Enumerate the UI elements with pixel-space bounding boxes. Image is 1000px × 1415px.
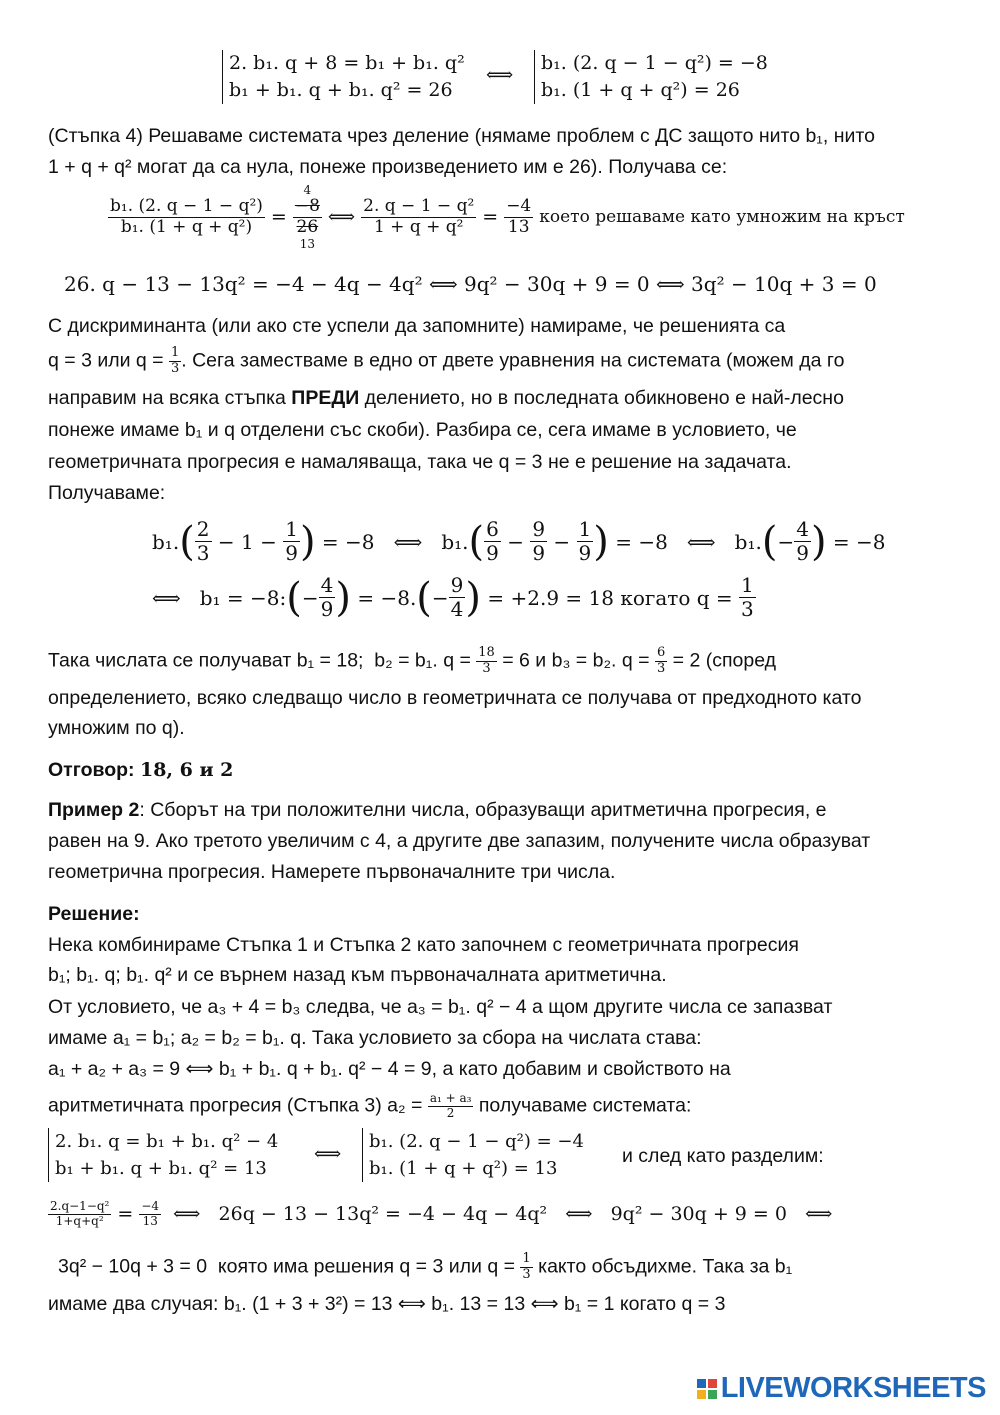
numerator: 2.q−1−q² (50, 1199, 110, 1213)
paragraph-line (48, 1092, 691, 1121)
numerator: −8 (294, 196, 320, 216)
system-1-left (222, 50, 465, 104)
paragraph-line (58, 1252, 792, 1283)
text: направим на всяка стъпка (48, 387, 292, 409)
text: ⟺ 26q − 13 − 13q² = −4 − 4q − 4q² ⟺ 9q² − 30q + 9 = 0 ⟺ (161, 1203, 833, 1226)
paragraph-line: равен на 9. Ако третото увеличим с 4, а другите две запазим, получените числа образуват (48, 830, 871, 852)
system-note: и след като разделим: (622, 1145, 824, 1167)
denominator: 1 + q + q² (373, 216, 464, 237)
answer (48, 758, 233, 782)
cancel-note: 4 (303, 183, 312, 197)
text: − 1 − (211, 529, 284, 554)
text: . Сега заместваме в едно от двете уравнения на системата (можем да го (181, 349, 845, 372)
denominator: 9 (486, 541, 499, 565)
equals-sign: = (482, 206, 499, 229)
denominator: 9 (578, 541, 592, 565)
text: получаваме системата: (473, 1094, 692, 1117)
paragraph-line: геометричната прогресия е намаляваща, така че q = 3 не е решение на задачата. (48, 451, 792, 473)
numerator: 1 (578, 517, 592, 541)
fraction (794, 518, 811, 565)
denominator: 9 (532, 541, 546, 565)
fraction (655, 646, 667, 677)
paragraph-line: (Стъпка 4) Решаваме системата чрез деление (нямаме проблем с ДС защото нито b₁, нито (48, 125, 875, 147)
logo-grid-icon (697, 1379, 717, 1399)
paragraph-line: определението, всяко следващо число в геометричната се получава от предходното като (48, 687, 862, 709)
fraction (449, 574, 466, 621)
paragraph-line: геометрична прогресия. Намерете първоначалните три числа. (48, 861, 616, 883)
calculation-line: ⟺ b₁ = −8: ( − $\frac{4}{9}$ ) = −8. ( − $\frac{9}{4}$ ) = +2.9 = 18 когато q = $\frac{1}{3}$ (152, 573, 754, 621)
equation: 2. b₁. q + 8 = b₁ + b₁. q² (229, 52, 465, 74)
equation: b₁ + b₁. q + b₁. q² = 13 (55, 1158, 267, 1179)
text: делението, но в последната обикновено е най-лесно (359, 387, 844, 409)
fraction (108, 197, 265, 237)
text: = +2.9 = 18 когато q = (481, 585, 740, 610)
paragraph-line: От условието, че a₃ + 4 = b₃ следва, че a₃ = b₁. q² − 4 а щом другите числа се запазват (48, 996, 833, 1018)
fraction (361, 197, 476, 237)
paragraph-line (48, 386, 844, 410)
fraction (195, 518, 212, 565)
text: : Сборът на три положителни числа, образуващи аритметична прогресия, е (139, 799, 827, 821)
paragraph-line: Получаваме: (48, 482, 166, 504)
comment: което решаваме като умножим на кръст (539, 207, 905, 228)
paragraph-line: понеже имаме b₁ и q отделени със скоби). Разбира се, сега имаме в условието, че (48, 419, 797, 441)
numerator: −4 (141, 1199, 160, 1213)
text: = 2 (според (667, 649, 776, 672)
numerator: 1 (522, 1251, 531, 1266)
text: = −8 ⟺ b₁. (608, 529, 762, 554)
fraction (48, 1200, 111, 1229)
answer-label: Отговор: (48, 759, 140, 781)
text: = 6 и b₃ = b₂. q = (496, 649, 655, 672)
denominator: 3 (482, 660, 491, 676)
paragraph-line: 1 + q + q² могат да са нула, понеже произведението им е 26). Получава се: (48, 156, 728, 178)
text: = −8 (826, 529, 886, 554)
fraction (319, 574, 336, 621)
denominator: 3 (196, 541, 210, 565)
emphasis: ПРЕДИ (291, 387, 360, 409)
text: = −8. (350, 585, 417, 610)
text: q = 3 или q = (48, 349, 169, 372)
equivalence-arrow: ⟺ (486, 64, 514, 86)
text: Така числата се получават b₁ = 18; b₂ = b₁. q = (48, 649, 477, 672)
text: 3q² − 10q + 3 = 0 която има решения q = 3 или q = (58, 1255, 521, 1278)
equivalence-arrow: ⟺ (314, 1143, 342, 1165)
system-1-right (534, 50, 768, 104)
logo-text: LIVEWORKSHEETS (720, 1372, 986, 1404)
paragraph-line (48, 646, 776, 677)
numerator: 2 (196, 517, 210, 541)
division-equation (108, 183, 905, 251)
numerator: −4 (506, 196, 532, 216)
denominator: 9 (320, 597, 334, 621)
denominator: 3 (656, 660, 666, 676)
paragraph-line: b₁; b₁. q; b₁. q² и се върнем назад към първоначалната аритметична. (48, 964, 667, 986)
fraction (476, 646, 497, 677)
fraction (293, 197, 322, 237)
paragraph-line: Нека комбинираме Стъпка 1 и Стъпка 2 като започнем с геометричната прогресия (48, 934, 799, 956)
fraction (169, 346, 181, 377)
equation: b₁. (2. q − 1 − q²) = −4 (369, 1131, 584, 1152)
fraction (504, 197, 533, 237)
fraction (139, 1200, 161, 1229)
denominator: 2 (446, 1105, 455, 1120)
solution-heading (48, 902, 140, 926)
numerator: 9 (532, 517, 546, 541)
paragraph-line: имаме a₁ = b₁; a₂ = b₂ = b₁. q. Така условието за сбора на числата става: (48, 1027, 702, 1049)
denominator: 1+q+q² (55, 1213, 104, 1228)
text: = (111, 1203, 140, 1226)
equals-sign: = (270, 206, 287, 229)
paragraph-line (48, 798, 827, 822)
numerator: 4 (796, 517, 809, 541)
calculation-line: b₁. ( $\frac{2}{3}$ − 1 − $\frac{1}{9}$ ) = −8 ⟺ b₁. ( $\frac{6}{9}$ − $\frac{9}{9}$ − $\frac{1}{9}$ ) = −8 ⟺ b₁. ( − $\frac{4}{9}$ ) = −8 (152, 517, 886, 565)
paragraph-line: a₁ + a₂ + a₃ = 9 ⟺ b₁ + b₁. q + b₁. q² − 4 = 9, а като добавим и свойството на (48, 1058, 731, 1080)
paragraph-line: умножим по q). (48, 717, 185, 739)
paragraph-line: С дискриминанта (или ако сте успели да запомните) намираме, че решенията са (48, 315, 786, 337)
numerator: b₁. (2. q − 1 − q²) (110, 196, 263, 216)
cancel-note: 13 (299, 237, 315, 252)
denominator: 3 (170, 360, 180, 376)
fraction (283, 518, 300, 565)
text: − (431, 585, 449, 610)
heading-text: Решение: (48, 903, 140, 925)
liveworksheets-logo (697, 1372, 986, 1405)
fraction (577, 518, 594, 565)
equation: b₁. (2. q − 1 − q²) = −8 (541, 52, 768, 74)
denominator: 13 (507, 216, 530, 237)
equation: b₁. (1 + q + q²) = 13 (369, 1158, 558, 1179)
fraction (530, 518, 547, 565)
denominator: 26 (296, 216, 319, 237)
quadratic-equation: 26. q − 13 − 13q² = −4 − 4q − 4q² ⟺ 9q² − 30q + 9 = 0 ⟺ 3q² − 10q + 3 = 0 (64, 272, 877, 296)
numerator: 18 (478, 645, 495, 660)
system-2-left (48, 1128, 278, 1182)
text: аритметичната прогресия (Стъпка 3) a₂ = (48, 1094, 428, 1117)
text: − (777, 529, 795, 554)
answer-value: 18, 6 и 2 (139, 759, 234, 781)
denominator: 4 (450, 597, 464, 621)
equation: b₁ + b₁. q + b₁. q² = 26 (229, 79, 453, 101)
numerator: a₁ + a₃ (429, 1091, 472, 1105)
numerator: 1 (741, 573, 754, 597)
paragraph-line: имаме два случая: b₁. (1 + 3 + 3²) = 13 ⟺ b₁. 13 = 13 ⟺ b₁ = 1 когато q = 3 (48, 1293, 726, 1315)
numerator: 9 (450, 573, 464, 597)
denominator: 13 (142, 1213, 158, 1228)
denominator: 9 (285, 541, 298, 565)
denominator: b₁. (1 + q + q²) (120, 216, 253, 237)
text: ⟺ b₁ = −8: (152, 585, 287, 610)
numerator: 2. q − 1 − q² (363, 196, 475, 216)
fraction (428, 1092, 474, 1121)
numerator: 1 (285, 517, 298, 541)
calculation-line (48, 1200, 832, 1229)
denominator: 3 (522, 1266, 531, 1282)
equivalence-arrow: ⟺ (327, 206, 356, 229)
numerator: 4 (320, 573, 334, 597)
fraction (520, 1252, 532, 1283)
text: − (301, 585, 319, 610)
text: = −8 ⟺ b₁. (315, 529, 469, 554)
equation: b₁. (1 + q + q²) = 26 (541, 79, 740, 101)
example-label: Пример 2 (48, 799, 140, 821)
numerator: 6 (486, 517, 499, 541)
denominator: 3 (741, 597, 754, 621)
fraction (739, 574, 756, 621)
paragraph-line (48, 346, 844, 377)
system-2-right (362, 1128, 584, 1182)
numerator: 1 (170, 345, 180, 360)
denominator: 9 (796, 541, 809, 565)
fraction (484, 518, 501, 565)
text: b₁. (152, 529, 180, 554)
equation: 2. b₁. q = b₁ + b₁. q² − 4 (55, 1131, 279, 1152)
numerator: 6 (656, 645, 666, 660)
text: както обсъдихме. Така за b₁ (532, 1255, 793, 1278)
